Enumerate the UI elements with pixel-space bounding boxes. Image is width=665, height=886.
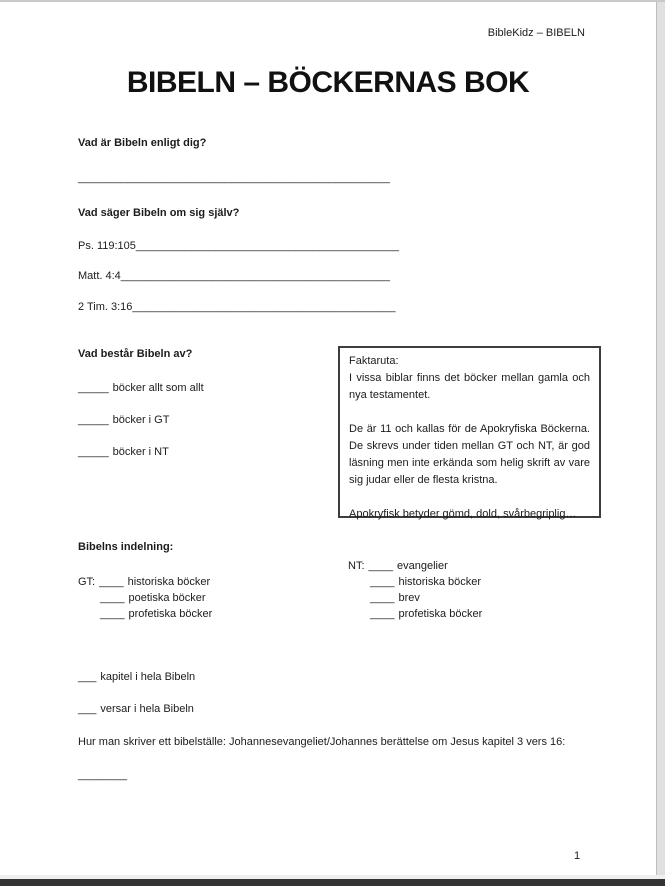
verse-reference: Matt. 4:4 bbox=[78, 270, 121, 282]
question-self-label: Vad säger Bibeln om sig själv? bbox=[78, 207, 240, 219]
totals-item-label: versar i hela Bibeln bbox=[100, 703, 194, 715]
fill-blank: _____ bbox=[78, 446, 109, 458]
consists-row bbox=[78, 446, 169, 458]
consists-row bbox=[78, 382, 204, 394]
factbox-paragraph: Apokryfisk betyder gömd, dold, svårbegriplig… bbox=[349, 508, 577, 520]
reference-answer-blank: ________ bbox=[78, 769, 127, 781]
totals-row bbox=[78, 703, 194, 715]
viewer-background bbox=[0, 879, 665, 886]
gt-item-label: historiska böcker bbox=[127, 576, 211, 588]
consists-item-label: böcker allt som allt bbox=[112, 382, 204, 394]
verse-answer-blank: ___________________________________________ bbox=[135, 240, 399, 252]
question-opinion-label: Vad är Bibeln enligt dig? bbox=[78, 137, 207, 149]
scrollbar-track[interactable] bbox=[656, 2, 665, 876]
gt-prefix: GT: bbox=[78, 576, 96, 588]
nt-item-label: historiska böcker bbox=[398, 576, 482, 588]
nt-item-label: profetiska böcker bbox=[398, 608, 483, 620]
fill-blank: ____ bbox=[368, 560, 393, 572]
gt-division-row bbox=[100, 606, 212, 622]
fill-blank: ____ bbox=[370, 576, 395, 588]
nt-item-label: evangelier bbox=[396, 560, 448, 572]
verse-row-tim bbox=[78, 301, 395, 313]
fill-blank: ___ bbox=[78, 703, 97, 715]
gt-item-label: profetiska böcker bbox=[128, 608, 213, 620]
factbox-paragraph: De är 11 och kallas för de Apokryfiska Böckerna. De skrevs under tiden mellan GT och NT, är god läsning men inte erkända som helig skrift av vare sig judar eller de flesta kristna. bbox=[349, 423, 590, 486]
fill-blank: ____ bbox=[100, 592, 125, 604]
verse-row-ps bbox=[78, 240, 399, 252]
fill-blank: ____ bbox=[370, 608, 395, 620]
verse-answer-blank: ___________________________________________ bbox=[132, 301, 396, 313]
fill-blank: _____ bbox=[78, 382, 109, 394]
consists-row bbox=[78, 414, 169, 426]
nt-division-list bbox=[348, 558, 482, 622]
factbox-heading: Faktaruta: bbox=[349, 355, 399, 367]
nt-prefix: NT: bbox=[348, 560, 365, 572]
nt-item-label: brev bbox=[398, 592, 420, 604]
nt-division-row bbox=[370, 590, 482, 606]
verse-answer-blank: ____________________________________________ bbox=[120, 270, 390, 282]
fill-blank: ____ bbox=[370, 592, 395, 604]
gt-division-row bbox=[78, 574, 212, 590]
consists-item-label: böcker i GT bbox=[112, 414, 170, 426]
totals-row bbox=[78, 671, 195, 683]
verse-row-matt bbox=[78, 270, 390, 282]
document-page bbox=[0, 2, 656, 875]
reference-howto-label: Hur man skriver ett bibelställe: Johannesevangeliet/Johannes berättelse om Jesus kapitel 3 vers 16: bbox=[78, 736, 566, 748]
page-number: 1 bbox=[574, 850, 581, 862]
page-header-label: BibleKidz – BIBELN bbox=[487, 27, 585, 39]
fill-blank: ____ bbox=[99, 576, 124, 588]
factbox bbox=[338, 346, 601, 518]
verse-reference: Ps. 119:105 bbox=[78, 240, 136, 252]
factbox-paragraph: I vissa biblar finns det böcker mellan gamla och nya testamentet. bbox=[349, 372, 590, 401]
document-title: BIBELN – BÖCKERNAS BOK bbox=[126, 66, 530, 99]
nt-division-row bbox=[348, 558, 482, 574]
opinion-answer-blank: ___________________________________________________ bbox=[78, 172, 391, 184]
consists-item-label: böcker i NT bbox=[112, 446, 169, 458]
division-heading: Bibelns indelning: bbox=[78, 541, 174, 553]
fill-blank: ____ bbox=[100, 608, 125, 620]
gt-division-list bbox=[78, 574, 212, 622]
gt-item-label: poetiska böcker bbox=[128, 592, 206, 604]
gt-division-row bbox=[100, 590, 212, 606]
nt-division-row bbox=[370, 606, 482, 622]
fill-blank: _____ bbox=[78, 414, 109, 426]
question-consists-label: Vad består Bibeln av? bbox=[78, 348, 193, 360]
totals-item-label: kapitel i hela Bibeln bbox=[100, 671, 196, 683]
fill-blank: ___ bbox=[78, 671, 97, 683]
nt-division-row bbox=[370, 574, 482, 590]
verse-reference: 2 Tim. 3:16 bbox=[78, 301, 133, 313]
